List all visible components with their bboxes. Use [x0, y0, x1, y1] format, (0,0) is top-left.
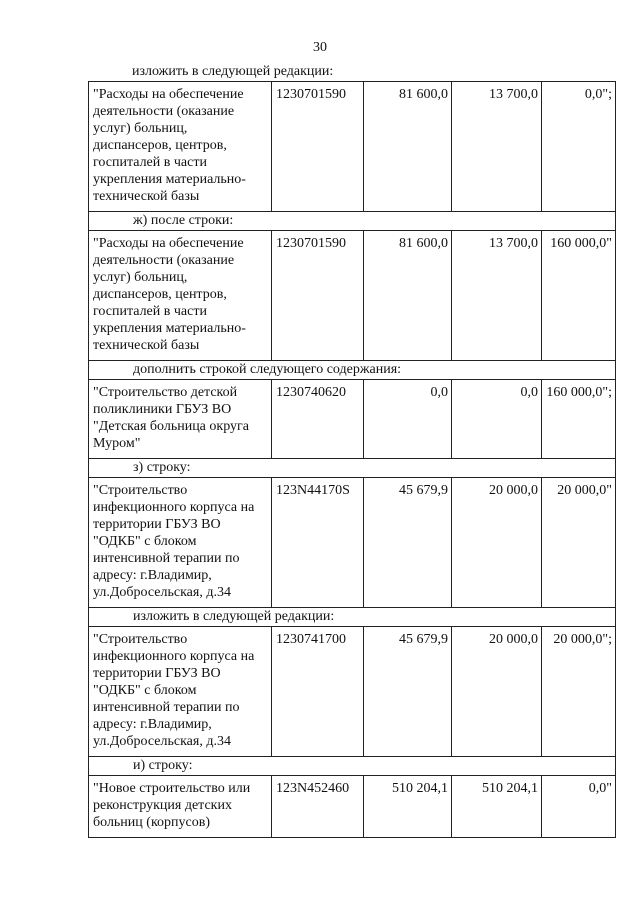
row-value-1-cell: 81 600,0 [364, 231, 452, 361]
row-value-3-cell: 0,0"; [542, 82, 616, 212]
row-code-cell: 123N452460 [272, 776, 364, 838]
instruction-text: изложить в следующей редакции: [88, 608, 616, 626]
instruction-text: изложить в следующей редакции: [132, 64, 334, 79]
row-value-3-cell: 20 000,0" [542, 478, 616, 608]
document-body [88, 63, 616, 838]
row-value-2-cell: 0,0 [452, 380, 542, 459]
row-code-cell: 1230741700 [272, 627, 364, 757]
instruction-text: з) строку: [88, 459, 616, 477]
table-row [88, 379, 616, 459]
row-code-cell: 1230701590 [272, 231, 364, 361]
row-code-cell: 1230701590 [272, 82, 364, 212]
row-value-3-cell: 160 000,0" [542, 231, 616, 361]
instruction-text: и) строку: [88, 757, 616, 775]
row-code-cell: 123N44170S [272, 478, 364, 608]
row-value-2-cell: 13 700,0 [452, 82, 542, 212]
table-row [88, 775, 616, 838]
row-code-cell: 1230740620 [272, 380, 364, 459]
row-value-3-cell: 20 000,0"; [542, 627, 616, 757]
row-name-cell: "Строительство детской поликлиники ГБУЗ ВО "Детская больница округа Муром" [89, 380, 272, 459]
page-number: 30 [313, 40, 327, 55]
row-value-2-cell: 13 700,0 [452, 231, 542, 361]
table-row [88, 626, 616, 757]
row-value-1-cell: 81 600,0 [364, 82, 452, 212]
instruction-text: ж) после строки: [88, 212, 616, 230]
row-value-3-cell: 0,0" [542, 776, 616, 838]
row-value-1-cell: 510 204,1 [364, 776, 452, 838]
row-name-cell: "Строительство инфекционного корпуса на территории ГБУЗ ВО "ОДКБ" с блоком интенсивной терапии по адресу: г.Владимир, ул.Добросельская, д.34 [89, 478, 272, 608]
row-name-cell: "Строительство инфекционного корпуса на территории ГБУЗ ВО "ОДКБ" с блоком интенсивной терапии по адресу: г.Владимир, ул.Добросельская, д.34 [89, 627, 272, 757]
row-name-cell: "Новое строительство или реконструкция детских больниц (корпусов) [89, 776, 272, 838]
table-row [88, 477, 616, 608]
row-value-2-cell: 20 000,0 [452, 627, 542, 757]
row-value-1-cell: 0,0 [364, 380, 452, 459]
instruction-text: дополнить строкой следующего содержания: [88, 361, 616, 379]
row-value-1-cell: 45 679,9 [364, 627, 452, 757]
row-name-cell: "Расходы на обеспечение деятельности (оказание услуг) больниц, диспансеров, центров, госпиталей в части укрепления материально-технической базы [89, 82, 272, 212]
row-value-3-cell: 160 000,0"; [542, 380, 616, 459]
table-row [88, 81, 616, 212]
row-value-2-cell: 20 000,0 [452, 478, 542, 608]
row-name-cell: "Расходы на обеспечение деятельности (оказание услуг) больниц, диспансеров, центров, госпиталей в части укрепления материально-технической базы [89, 231, 272, 361]
row-value-1-cell: 45 679,9 [364, 478, 452, 608]
row-value-2-cell: 510 204,1 [452, 776, 542, 838]
table-row [88, 230, 616, 361]
